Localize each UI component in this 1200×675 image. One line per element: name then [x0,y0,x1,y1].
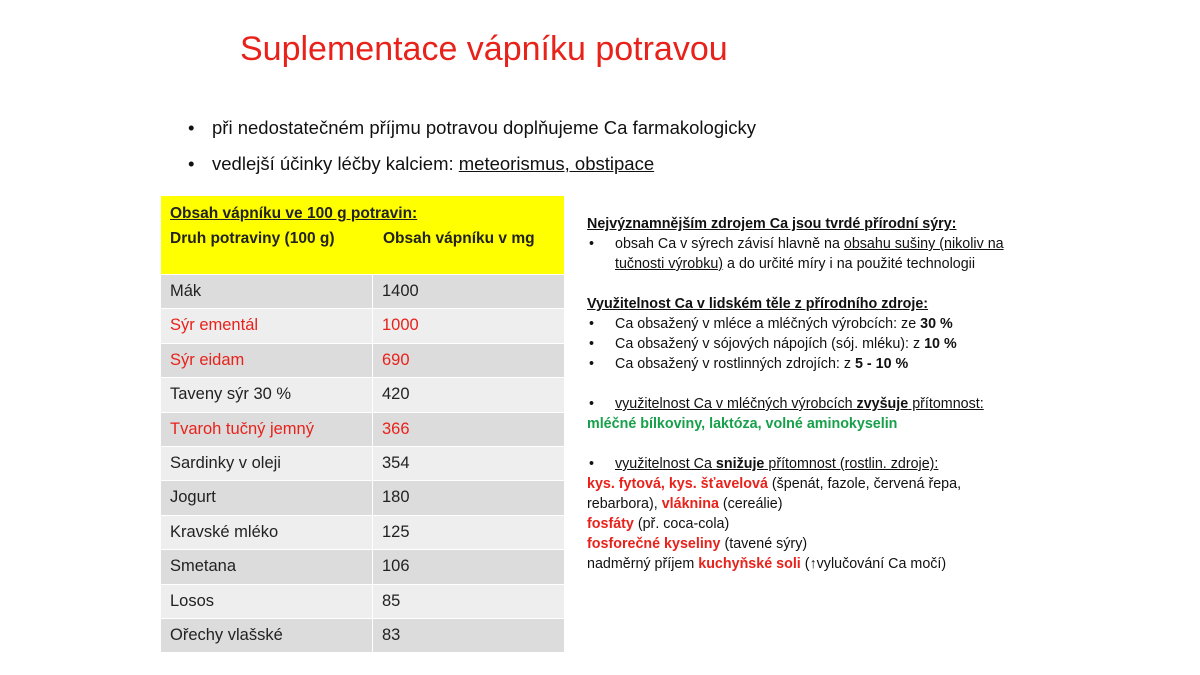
note-plants: • Ca obsažený v rostlinných zdrojích: z 5 - 10 % [587,354,1057,374]
column-header-food: Druh potraviny (100 g) [170,230,335,247]
table-caption: Obsah vápníku ve 100 g potravin: [170,205,418,222]
table-row: Tvaroh tučný jemný 366 [161,412,564,446]
note-increases: • využitelnost Ca v mléčných výrobcích zvyšuje přítomnost: [587,394,1057,414]
note-decreases-salt: nadměrný příjem kuchyňské soli (↑vylučování Ca močí) [587,556,947,572]
note-increases-list: mléčné bílkoviny, laktóza, volné aminokyselin [587,416,898,432]
intro-bullets [188,115,756,187]
notes-heading-sources: Nejvýznamnějším zdrojem Ca jsou tvrdé přírodní sýry: [587,216,957,232]
bullet-supplement: • při nedostatečném příjmu potravou doplňujeme Ca farmakologicky [188,115,756,151]
calcium-table [161,196,564,652]
table-row: Sýr eidam 690 [161,343,564,377]
table-body [161,274,564,652]
side-effects-text: meteorismus, obstipace [458,153,655,174]
note-cheese-content-cont: tučnosti výrobku) a do určité míry i na použité technologii [615,256,975,272]
table-row: Kravské mléko 125 [161,515,564,549]
bullet-side-effects: • vedlejší účinky léčby kalciem: meteorismus, obstipace [188,151,756,187]
note-decreases-phosphates: fosfáty (př. coca-cola) [587,516,730,532]
table-row: Jogurt 180 [161,480,564,514]
note-decreases-phosphoric: fosforečné kyseliny (tavené sýry) [587,536,808,552]
table-row: Taveny sýr 30 % 420 [161,377,564,411]
note-soy: • Ca obsažený v sójových nápojích (sój. mléku): z 10 % [587,334,1057,354]
note-cheese-content: • obsah Ca v sýrech závisí hlavně na obsahu sušiny (nikoliv na [587,234,1057,254]
column-header-calcium: Obsah vápníku v mg [383,230,535,247]
table-row: Sýr ementál 1000 [161,308,564,342]
note-milk: • Ca obsažený v mléce a mléčných výrobcích: ze 30 % [587,314,1057,334]
slide-title: Suplementace vápníku potravou [240,30,728,68]
table-row: Sardinky v oleji 354 [161,446,564,480]
table-row: Smetana 106 [161,549,564,583]
notes-panel [587,214,1057,574]
table-row: Mák 1400 [161,274,564,308]
table-row: Ořechy vlašské 83 [161,618,564,652]
note-decreases-fiber: rebarbora), vláknina (cereálie) [587,496,783,512]
note-decreases-acids: kys. fytová, kys. šťavelová (špenát, fazole, červená řepa, [587,476,962,492]
table-header [161,196,564,274]
note-decreases: • využitelnost Ca snižuje přítomnost (rostlin. zdroje): [587,454,1057,474]
notes-heading-bioavailability: Využitelnost Ca v lidském těle z přírodního zdroje: [587,296,929,312]
table-row: Losos 85 [161,584,564,618]
